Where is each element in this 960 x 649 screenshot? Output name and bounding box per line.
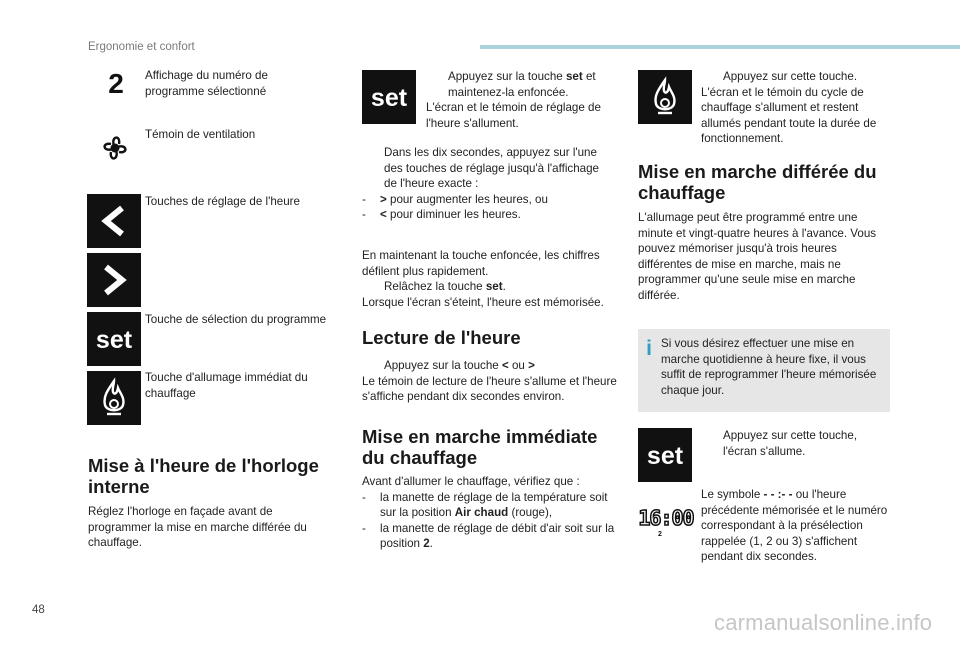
heading-read-time: Lecture de l'heure: [362, 327, 521, 348]
step-adjust-keys: Dans les dix secondes, appuyez sur l'une des touches de réglage jusqu'à l'affichage de l'heure exacte : - > pour augmenter les heures, ou - < pour diminuer les heures.: [362, 146, 599, 222]
program-select-label: Touche de sélection du programme: [145, 313, 327, 326]
page-number: 48: [32, 604, 45, 616]
svg-text:set: set: [95, 326, 133, 354]
program-number-2-icon: 2: [108, 68, 124, 99]
svg-text:set: set: [370, 84, 408, 112]
heading-clock-setting: Mise à l'heure de l'horloge interne: [88, 455, 319, 497]
read-time-steps: Appuyez sur la touche < ou > Le témoin de lecture de l'heure s'allume et l'heure s'affiche pendant dix secondes environ.: [362, 359, 617, 404]
immediate-heating-label: Touche d'allumage immédiat du chauffage: [145, 371, 308, 400]
heading-delayed-heating: Mise en marche différée du chauffage: [638, 161, 877, 203]
set-key-step: Appuyez sur cette touche, l'écran s'allume.: [723, 429, 858, 458]
set-icon: [87, 312, 141, 366]
footer-watermark: carmanualsonline.info: [714, 610, 933, 635]
chevron-left-icon: [87, 194, 141, 248]
hold-key-paragraph: En maintenant la touche enfoncée, les chiffres défilent plus rapidement. Relâchez la touche set. Lorsque l'écran s'éteint, l'heure est mémorisée.: [362, 249, 604, 309]
program-number-label: Affichage du numéro de programme sélectionné: [145, 69, 268, 98]
clock-setting-intro: Réglez l'horloge en façade avant de programmer la mise en marche différée du chauffage.: [88, 505, 307, 550]
heating-key-step: Appuyez sur cette touche. L'écran et le témoin du cycle de chauffage s'allument et restent allumés pendant toute la durée de fonctionnement.: [701, 70, 877, 146]
flame-icon: [638, 70, 692, 124]
step-hold-set-result: L'écran et le témoin de réglage de l'heure s'allument.: [426, 101, 601, 130]
step-hold-set: Appuyez sur la touche set et maintenez-la enfoncée.: [448, 70, 596, 99]
delayed-heating-intro: L'allumage peut être programmé entre une minute et vingt-quatre heures à l'avance. Vous pouvez mémoriser jusqu'à trois heures différentes de mise en marche, mais ne programmer qu'une seule mise en marche différée.: [638, 211, 877, 302]
svg-text:2: 2: [658, 531, 662, 538]
svg-text:set: set: [646, 442, 684, 470]
immediate-heating-checks: Avant d'allumer le chauffage, vérifiez que : - la manette de réglage de la température soit sur la position Air chaud (rouge), - la manette de réglage de débit d'air soit sur la position 2.: [362, 475, 615, 551]
fan-icon: [97, 130, 133, 166]
svg-text:16:00: 16:00: [638, 506, 694, 530]
header-rule: [480, 45, 960, 49]
set-icon: [362, 70, 416, 124]
info-text: Si vous désirez effectuer une mise en marche quotidienne à heure fixe, il vous suffit de reprogrammer l'heure mémorisée chaque jour.: [661, 337, 877, 397]
clock-display-icon: [638, 500, 694, 538]
info-icon: i: [646, 337, 652, 360]
heading-immediate-heating: Mise en marche immédiate du chauffage: [362, 426, 598, 468]
section-header: Ergonomie et confort: [88, 41, 195, 53]
chevron-right-icon: [87, 253, 141, 307]
set-icon: [638, 428, 692, 482]
time-adjust-label: Touches de réglage de l'heure: [145, 195, 300, 208]
clock-display-text: Le symbole - - :- - ou l'heure précédente mémorisée et le numéro correspondant à la présélection rappelée (1, 2 ou 3) s'affichent pendant dix secondes.: [701, 488, 888, 564]
fan-label: Témoin de ventilation: [145, 128, 256, 141]
flame-icon: [87, 371, 141, 425]
